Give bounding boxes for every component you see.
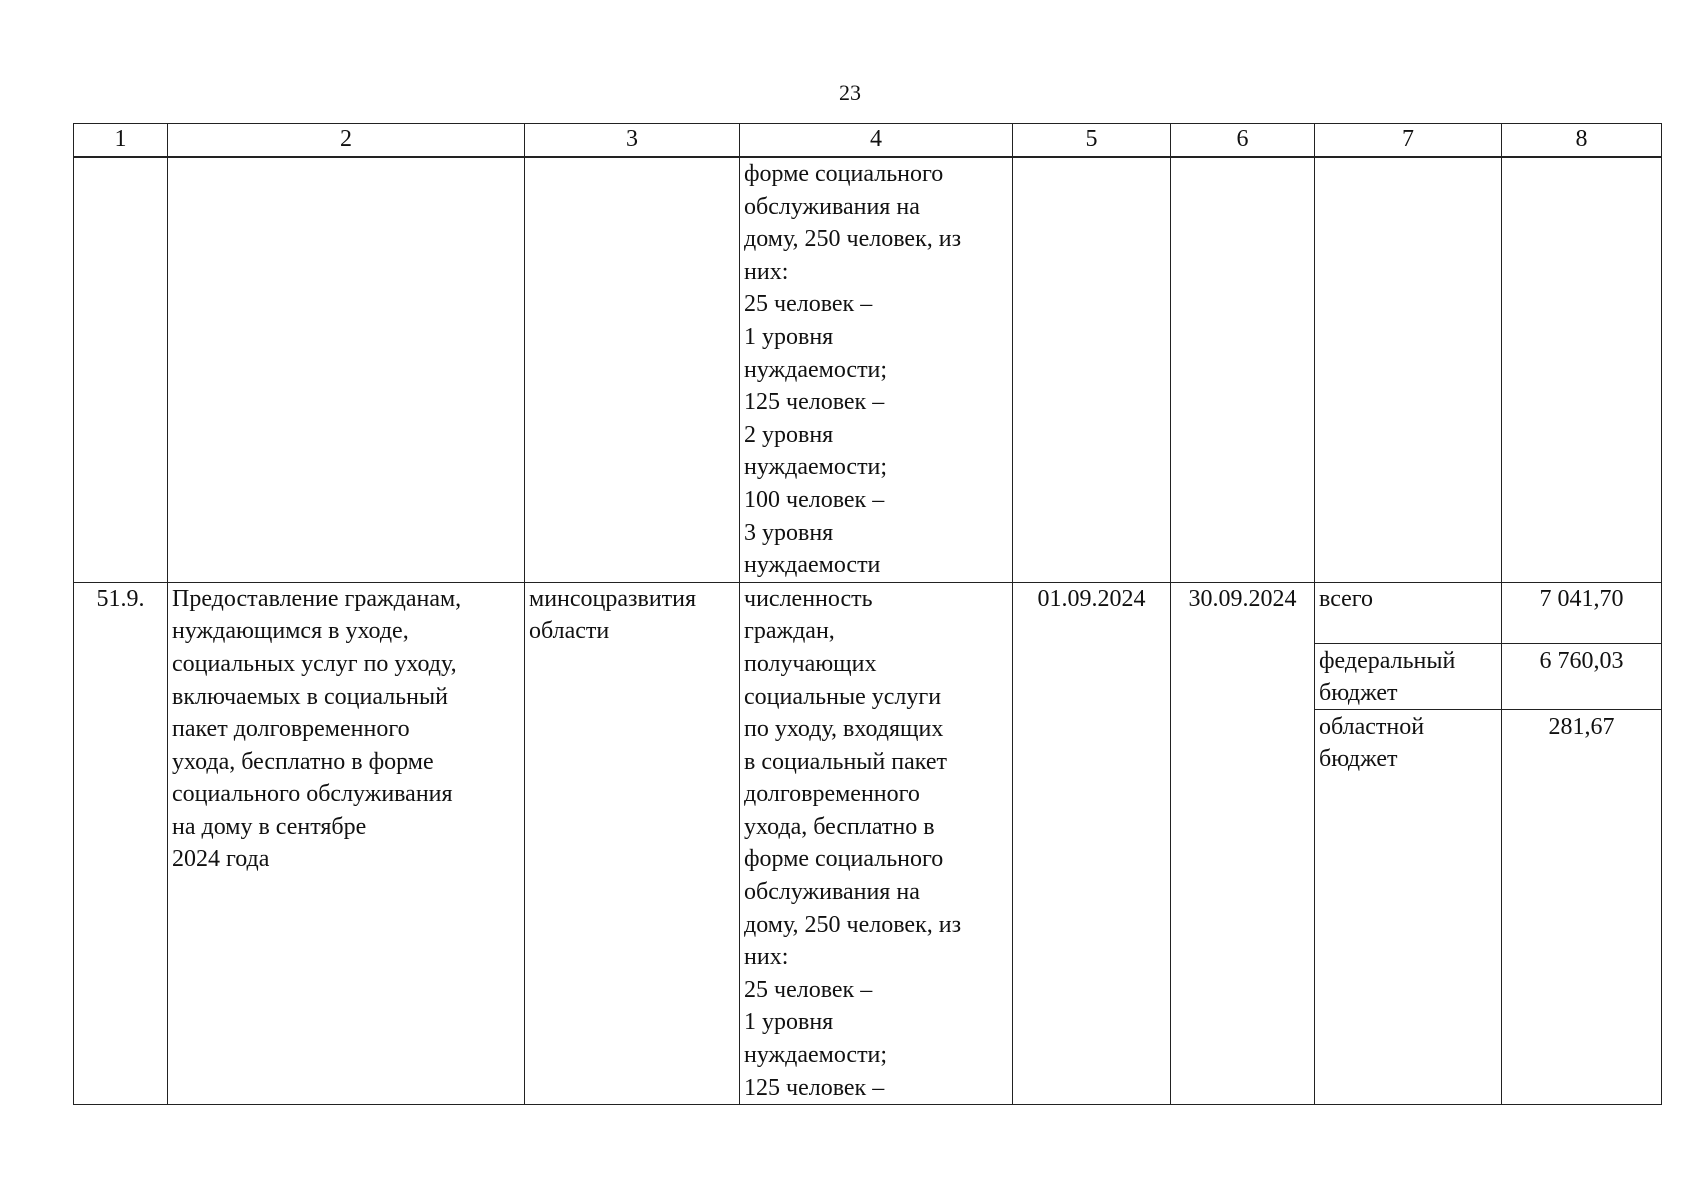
text-line: в социальный пакет [744,748,947,775]
indicator-continuation-cell [740,157,1013,582]
text-line: нуждаемости; [744,454,888,481]
text-line: области [529,618,610,645]
row-number: 51.9. [74,582,168,1105]
description-cell [168,582,525,1105]
table-row-51-9 [74,582,1662,1105]
text-line: 25 человек – [744,976,873,1003]
end-date: 30.09.2024 [1171,582,1315,1105]
text-line: ухода, бесплатно в форме [172,748,434,775]
text-line: на дому в сентябре [172,813,367,840]
text-line: долговременного [744,781,920,808]
text-line: бюджет [1319,746,1398,773]
divider [1315,643,1501,644]
text-line: них: [744,944,789,971]
funding-source-regional [1315,711,1501,776]
funding-source-cell [1315,582,1502,1105]
column-header: 1 [74,124,168,158]
amount-regional: 281,67 [1548,713,1615,740]
text-line: нуждаемости [744,552,881,579]
divider [1315,709,1501,710]
text-line: федеральный [1319,647,1456,674]
text-line: минсоцразвития [529,585,697,612]
continuation-row [74,157,1662,582]
text-line: них: [744,258,789,285]
table-cell [1315,157,1502,582]
text-line: по уходу, входящих [744,716,944,743]
text-line: областной [1319,713,1425,740]
text-line: нуждающимся в уходе, [172,618,409,645]
text-line: всего [1319,585,1374,612]
text-line: получающих [744,650,877,677]
text-line: 1 уровня [744,1009,834,1036]
text-line: пакет долговременного [172,716,410,743]
text-line: обслуживания на [744,879,920,906]
text-line: численность [744,585,873,612]
text-line: социальные услуги [744,683,942,710]
column-header: 2 [168,124,525,158]
funding-amount-cell [1502,582,1662,1105]
amount-federal: 6 760,03 [1539,647,1624,674]
text-line: нуждаемости; [744,356,888,383]
text-line: ухода, бесплатно в [744,813,935,840]
text-line: 100 человек – [744,486,885,513]
text-line: социального обслуживания [172,781,453,808]
column-header: 7 [1315,124,1502,158]
text-line: бюджет [1319,680,1398,707]
divider [1502,643,1661,644]
text-line: 1 уровня [744,323,834,350]
text-line: дому, 250 человек, из [744,226,962,253]
table-cell [168,157,525,582]
text-line: дому, 250 человек, из [744,911,962,938]
text-line: 3 уровня [744,519,834,546]
amount-total: 7 041,70 [1539,585,1624,612]
column-number-header-row [74,124,1662,158]
text-line: форме социального [744,846,944,873]
column-header: 5 [1013,124,1171,158]
start-date: 01.09.2024 [1013,582,1171,1105]
text-line: Предоставление гражданам, [172,585,462,612]
column-header: 3 [525,124,740,158]
table-cell [1013,157,1171,582]
column-header: 4 [740,124,1013,158]
text-line: форме социального [744,161,944,187]
column-header: 6 [1171,124,1315,158]
text-line: обслуживания на [744,193,920,220]
text-line: 125 человек – [744,389,885,416]
text-line: 2 уровня [744,421,834,448]
indicator-cell [740,582,1013,1105]
table-cell [74,157,168,582]
text-line: 2024 года [172,846,270,873]
text-line: 25 человек – [744,291,873,318]
table-cell [525,157,740,582]
table-cell [1502,157,1662,582]
table-cell [1171,157,1315,582]
text-line: граждан, [744,618,835,645]
text-line: 125 человек – [744,1074,885,1101]
funding-source-total [1315,583,1501,616]
divider [1502,709,1661,710]
text-line: нуждаемости; [744,1042,888,1069]
text-line: социальных услуг по уходу, [172,650,457,677]
text-line: включаемых в социальный [172,683,448,710]
funding-source-federal [1315,645,1501,710]
plan-table [73,123,1662,1105]
executor-cell [525,582,740,1105]
page-number: 23 [839,80,861,105]
column-header: 8 [1502,124,1662,158]
